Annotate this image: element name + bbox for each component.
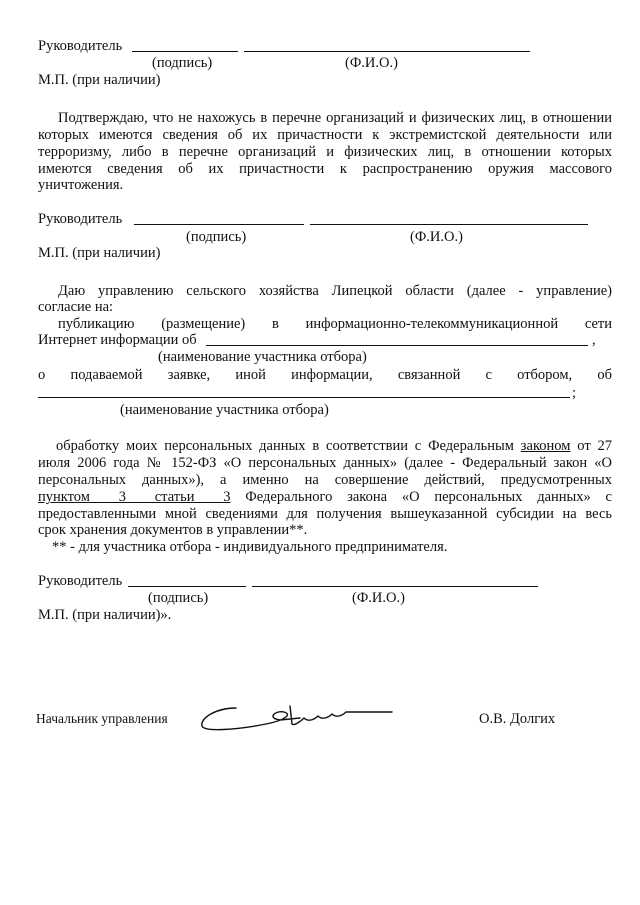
position-label: Начальник управления [36, 711, 168, 726]
processing-line-4 [38, 489, 612, 505]
fio-line-3 [252, 586, 538, 587]
consent-line-6-semicolon: ; [572, 385, 577, 401]
head-label-1: Руководитель [38, 38, 123, 54]
processing-text: обработку моих персональных данных в соответствии с Федеральным [56, 438, 521, 454]
participant-caption-1: (наименование участника отбора) [158, 349, 367, 365]
processing-line-6: срок хранения документов в управлении**. [38, 522, 308, 538]
fio-caption-2: (Ф.И.О.) [410, 229, 463, 245]
mp-label-2: М.П. (при наличии) [38, 245, 161, 261]
participant-line-1 [206, 345, 588, 346]
signature-line-2 [134, 224, 304, 225]
confirm-line-5: уничтожения. [38, 177, 124, 193]
signer-name: О.В. Долгих [479, 711, 556, 727]
consent-line-1: Даю управлению сельского хозяйства Липецкой области (далее - управление) [58, 283, 612, 299]
article-link[interactable]: пунктом 3 статьи 3 [38, 489, 231, 505]
processing-line-3: персональных данных»), а именно на совершение действий, предусмотренных [38, 472, 612, 488]
fio-caption-1: (Ф.И.О.) [345, 55, 398, 71]
confirm-line-3: терроризму, либо в перечне организаций и физических лиц, в отношении которых [38, 144, 612, 160]
consent-line-2: согласие на: [38, 299, 114, 315]
participant-caption-2: (наименование участника отбора) [120, 402, 329, 418]
head-label-3: Руководитель [38, 573, 123, 589]
consent-line-4-comma: , [592, 332, 596, 348]
mp-label-3: М.П. (при наличии)». [38, 607, 172, 623]
fio-line-1 [244, 51, 530, 52]
confirm-line-2: которых имеются сведения об их причастности к экстремистской деятельности или [38, 127, 612, 143]
processing-line-2: июля 2006 года № 152-ФЗ «О персональных данных» (далее - Федеральный закон «О [38, 455, 612, 471]
podpis-caption-3: (подпись) [148, 590, 209, 606]
processing-line-5: предоставленными мной сведениями для получения вышеуказанной субсидии на весь [38, 506, 612, 522]
consent-line-3: публикацию (размещение) в информационно-телекоммуникационной сети [58, 316, 612, 332]
consent-line-5: о подаваемой заявке, иной информации, связанной с отбором, об [38, 367, 612, 383]
fio-caption-3: (Ф.И.О.) [352, 590, 405, 606]
participant-line-2 [38, 397, 570, 398]
fio-line-2 [310, 224, 588, 225]
handwritten-signature [196, 700, 406, 740]
mp-label-1: М.П. (при наличии) [38, 72, 161, 88]
podpis-caption-1: (подпись) [152, 55, 213, 71]
processing-text: от 27 [570, 438, 612, 454]
processing-line-1 [38, 438, 612, 454]
footnote: ** - для участника отбора - индивидуального предпринимателя. [52, 539, 448, 555]
consent-line-4: Интернет информации об [38, 332, 197, 348]
law-link[interactable]: законом [520, 438, 571, 454]
confirm-line-4: имеются сведения об их причастности к распространению оружия массового [38, 161, 612, 177]
head-label-2: Руководитель [38, 211, 123, 227]
processing-text: Федерального закона «О персональных данных» с [230, 489, 612, 505]
signature-line-3 [128, 586, 246, 587]
signature-line-1 [132, 51, 238, 52]
confirm-line-1: Подтверждаю, что не нахожусь в перечне организаций и физических лиц, в отношении [58, 110, 612, 126]
podpis-caption-2: (подпись) [186, 229, 247, 245]
